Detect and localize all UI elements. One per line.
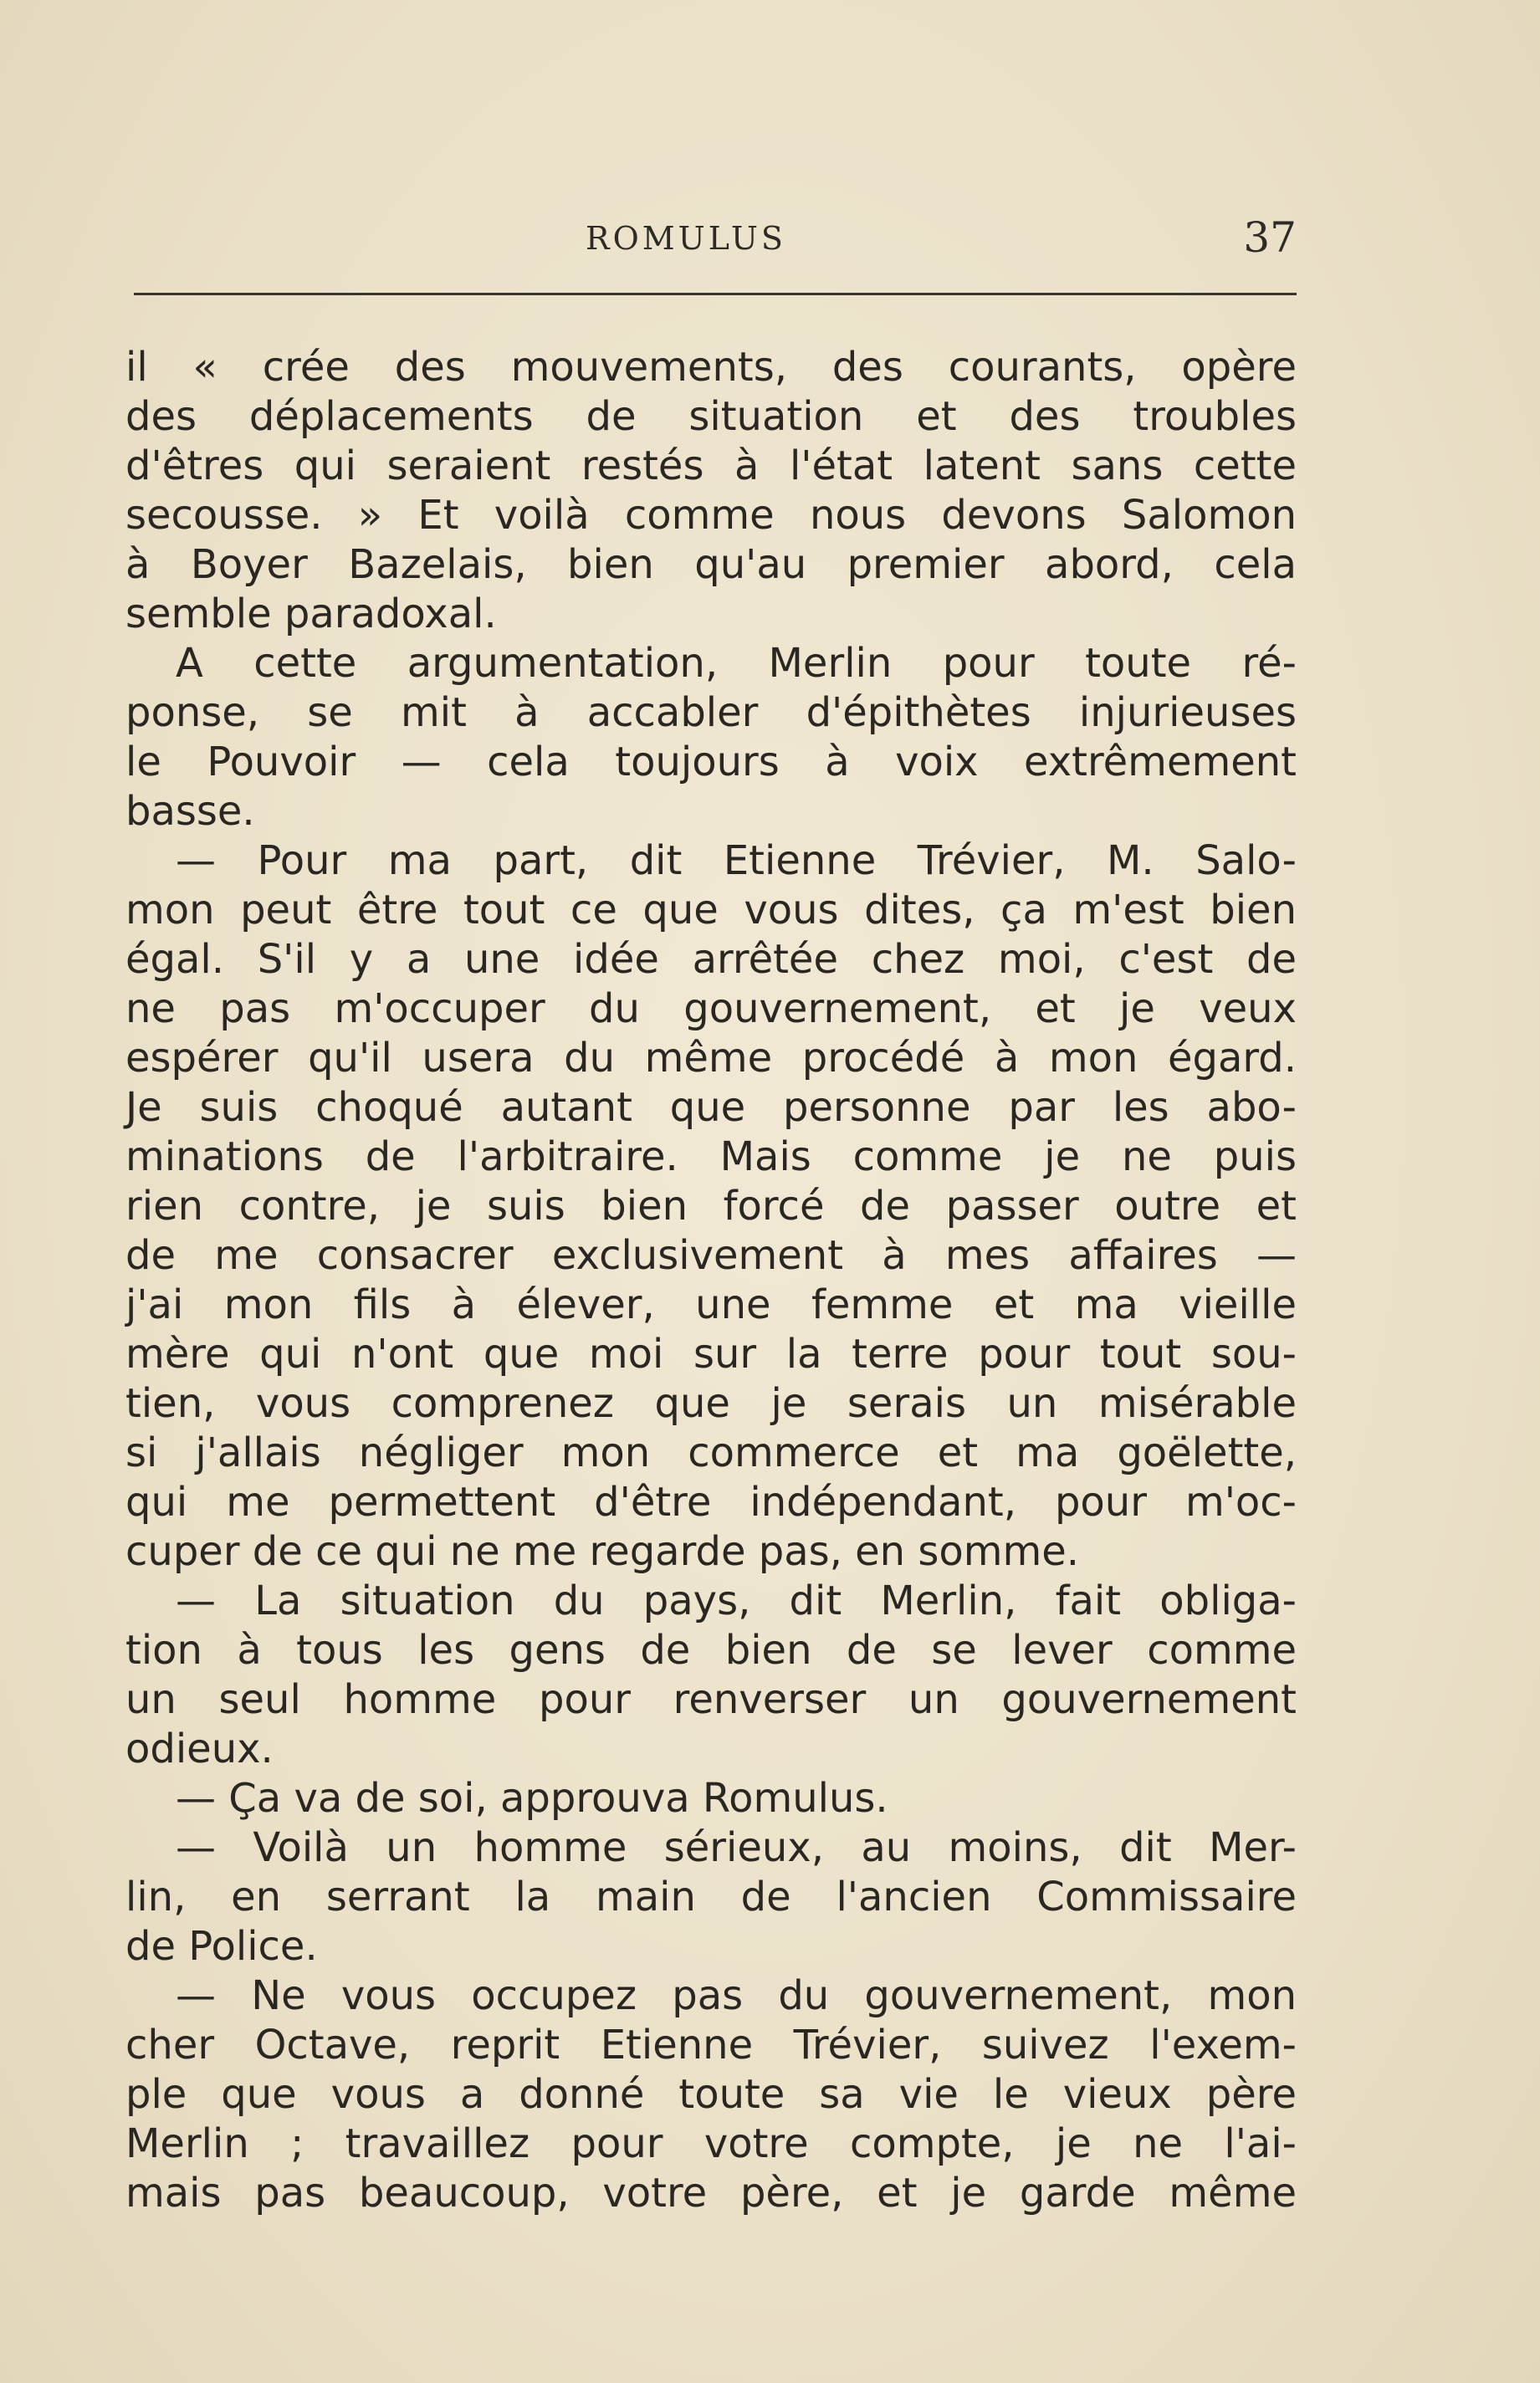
text-line: — La situation du pays, dit Merlin, fait obliga- bbox=[176, 1578, 1297, 1624]
text-line: qui me permettent d'être indépendant, pour m'oc- bbox=[125, 1479, 1297, 1526]
text-line: — Pour ma part, dit Etienne Trévier, M. Salo- bbox=[176, 837, 1297, 884]
text-line: secousse. » Et voilà comme nous devons Salomon bbox=[125, 492, 1297, 539]
text-line: de Police. bbox=[125, 1923, 318, 1970]
text-line: — Voilà un homme sérieux, au moins, dit Mer- bbox=[176, 1824, 1297, 1871]
text-line: j'ai mon fils à élever, une femme et ma vieille bbox=[125, 1281, 1297, 1328]
text-line: rien contre, je suis bien forcé de passer outre et bbox=[125, 1183, 1297, 1230]
text-line: — Ne vous occupez pas du gouvernement, mon bbox=[176, 1972, 1297, 2019]
text-line: basse. bbox=[125, 788, 255, 835]
text-line: — Ça va de soi, approuva Romulus. bbox=[176, 1775, 888, 1822]
body-text bbox=[125, 343, 1297, 2218]
text-line: Je suis choqué autant que personne par les abo- bbox=[125, 1084, 1297, 1131]
text-line: minations de l'arbitraire. Mais comme je ne puis bbox=[125, 1133, 1297, 1180]
running-title: ROMULUS bbox=[586, 220, 786, 257]
text-line: de me consacrer exclusivement à mes affaires — bbox=[125, 1232, 1297, 1279]
text-line: Merlin ; travaillez pour votre compte, je ne l'ai- bbox=[125, 2120, 1297, 2167]
text-line: mère qui n'ont que moi sur la terre pour tout sou- bbox=[125, 1331, 1297, 1378]
text-line: tien, vous comprenez que je serais un misérable bbox=[125, 1380, 1297, 1427]
page-header bbox=[134, 213, 1297, 263]
text-line: égal. S'il y a une idée arrêtée chez moi, c'est de bbox=[125, 936, 1297, 983]
text-line: à Boyer Bazelais, bien qu'au premier abord, cela bbox=[125, 541, 1297, 588]
text-line: A cette argumentation, Merlin pour toute ré- bbox=[176, 640, 1297, 687]
text-line: un seul homme pour renverser un gouvernement bbox=[125, 1676, 1297, 1723]
text-line: odieux. bbox=[125, 1726, 274, 1772]
text-line: mais pas beaucoup, votre père, et je garde même bbox=[125, 2170, 1297, 2217]
text-line: ne pas m'occuper du gouvernement, et je veux bbox=[125, 985, 1297, 1032]
text-line: cuper de ce qui ne me regarde pas, en somme. bbox=[125, 1528, 1080, 1575]
text-line: le Pouvoir — cela toujours à voix extrêmement bbox=[125, 739, 1297, 785]
header-rule bbox=[134, 293, 1297, 295]
text-line: semble paradoxal. bbox=[125, 591, 497, 637]
text-line: d'êtres qui seraient restés à l'état latent sans cette bbox=[125, 442, 1297, 489]
text-line: ponse, se mit à accabler d'épithètes injurieuses bbox=[125, 689, 1297, 736]
text-line: espérer qu'il usera du même procédé à mon égard. bbox=[125, 1035, 1297, 1082]
text-line: si j'allais négliger mon commerce et ma goëlette, bbox=[125, 1429, 1297, 1476]
text-line: ple que vous a donné toute sa vie le vieux père bbox=[125, 2071, 1297, 2118]
text-line: il « crée des mouvements, des courants, opère bbox=[125, 344, 1297, 391]
text-line: mon peut être tout ce que vous dites, ça m'est bien bbox=[125, 887, 1297, 933]
text-line: lin, en serrant la main de l'ancien Commissaire bbox=[125, 1874, 1297, 1920]
text-line: des déplacements de situation et des troubles bbox=[125, 393, 1297, 440]
page-number: 37 bbox=[1243, 213, 1297, 262]
text-line: tion à tous les gens de bien de se lever comme bbox=[125, 1627, 1297, 1674]
text-line: cher Octave, reprit Etienne Trévier, suivez l'exem- bbox=[125, 2022, 1297, 2069]
